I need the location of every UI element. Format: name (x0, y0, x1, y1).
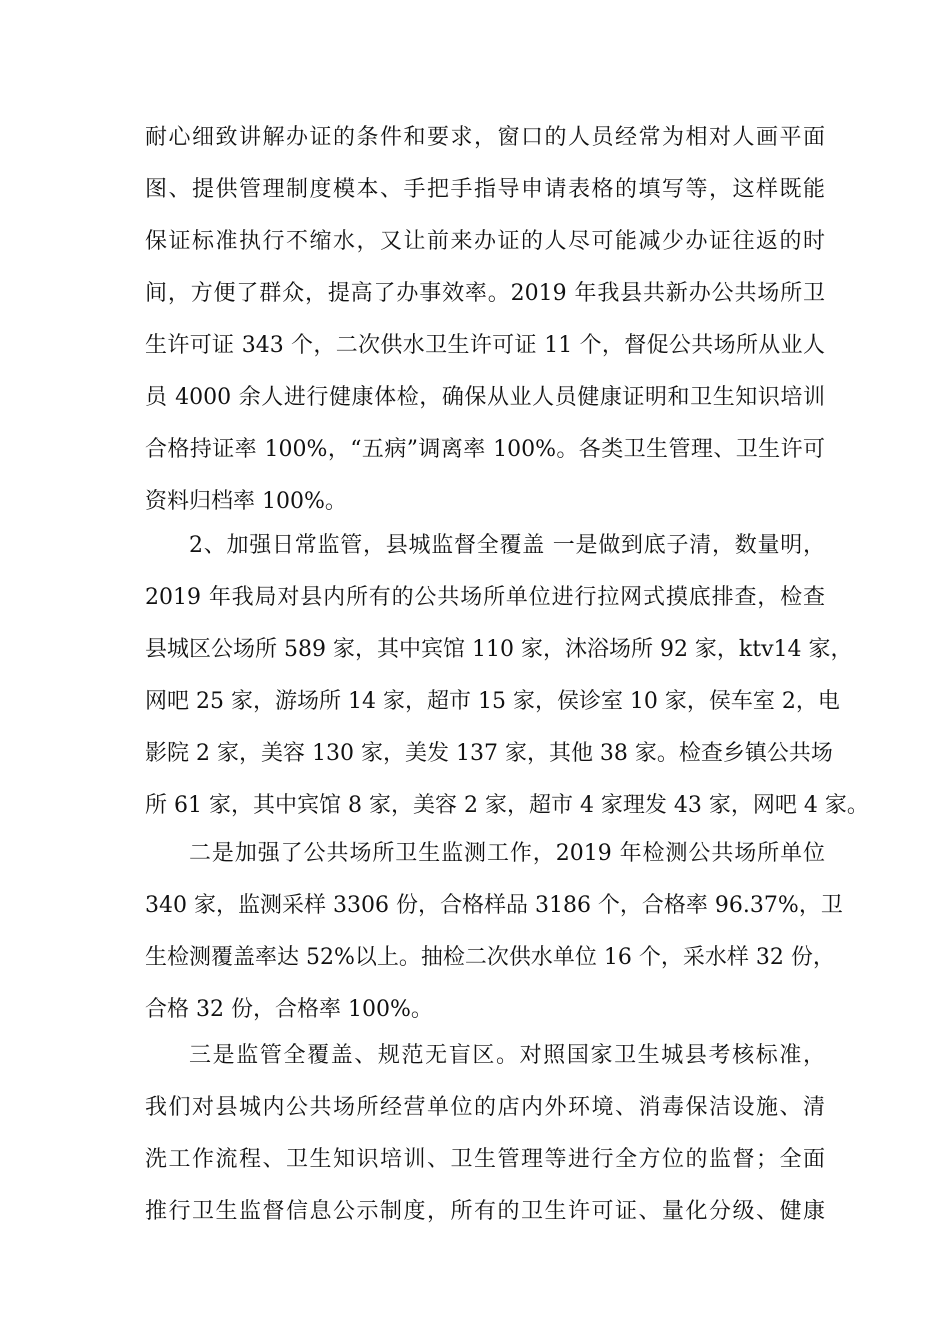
paragraph-line: 资料归档率 100%。 (145, 489, 347, 514)
paragraph-3 (145, 828, 843, 1036)
paragraph-line: 生检测覆盖率达 52%以上。抽检二次供水单位 16 个，采水样 32 份， (145, 945, 835, 970)
paragraph-1 (145, 112, 825, 528)
paragraph-line: 保证标准执行不缩水，又让前来办证的人尽可能减少办证往返的时 (145, 229, 825, 254)
paragraph-line: 间，方便了群众，提高了办事效率。2019 年我县共新办公共场所卫 (145, 281, 825, 306)
paragraph-line: 所 61 家，其中宾馆 8 家，美容 2 家，超市 4 家理发 43 家，网吧 4 家。 (145, 793, 869, 818)
paragraph-4 (145, 1030, 825, 1238)
paragraph-line: 推行卫生监督信息公示制度，所有的卫生许可证、量化分级、健康 (145, 1199, 825, 1224)
paragraph-line: 我们对县城内公共场所经营单位的店内外环境、消毒保洁设施、清 (145, 1095, 825, 1120)
paragraph-line: 县城区公场所 589 家，其中宾馆 110 家，沐浴场所 92 家，ktv14 家， (145, 637, 853, 662)
paragraph-line: 影院 2 家，美容 130 家，美发 137 家，其他 38 家。检查乡镇公共场 (145, 741, 833, 766)
paragraph-line: 合格 32 份，合格率 100%。 (145, 997, 433, 1022)
paragraph-2 (145, 520, 869, 832)
paragraph-line: 图、提供管理制度模本、手把手指导申请表格的填写等，这样既能 (145, 177, 825, 202)
paragraph-line: 2019 年我局对县内所有的公共场所单位进行拉网式摸底排查，检查 (145, 585, 825, 610)
paragraph-line: 生许可证 343 个，二次供水卫生许可证 11 个，督促公共场所从业人 (145, 333, 825, 358)
paragraph-line: 网吧 25 家，游场所 14 家，超市 15 家，侯诊室 10 家，侯车室 2，电 (145, 689, 840, 714)
paragraph-line: 洗工作流程、卫生知识培训、卫生管理等进行全方位的监督；全面 (145, 1147, 825, 1172)
paragraph-line: 340 家，监测采样 3306 份，合格样品 3186 个，合格率 96.37%，卫 (145, 893, 843, 918)
paragraph-line: 二是加强了公共场所卫生监测工作，2019 年检测公共场所单位 (189, 841, 825, 866)
paragraph-line: 三是监管全覆盖、规范无盲区。对照国家卫生城县考核标准， (189, 1043, 825, 1068)
paragraph-line: 合格持证率 100%，“五病”调离率 100%。各类卫生管理、卫生许可 (145, 437, 825, 462)
paragraph-line: 2、加强日常监管，县城监督全覆盖 一是做到底子清，数量明， (189, 533, 825, 558)
paragraph-line: 耐心细致讲解办证的条件和要求，窗口的人员经常为相对人画平面 (145, 125, 825, 150)
paragraph-line: 员 4000 余人进行健康体检，确保从业人员健康证明和卫生知识培训 (145, 385, 825, 410)
